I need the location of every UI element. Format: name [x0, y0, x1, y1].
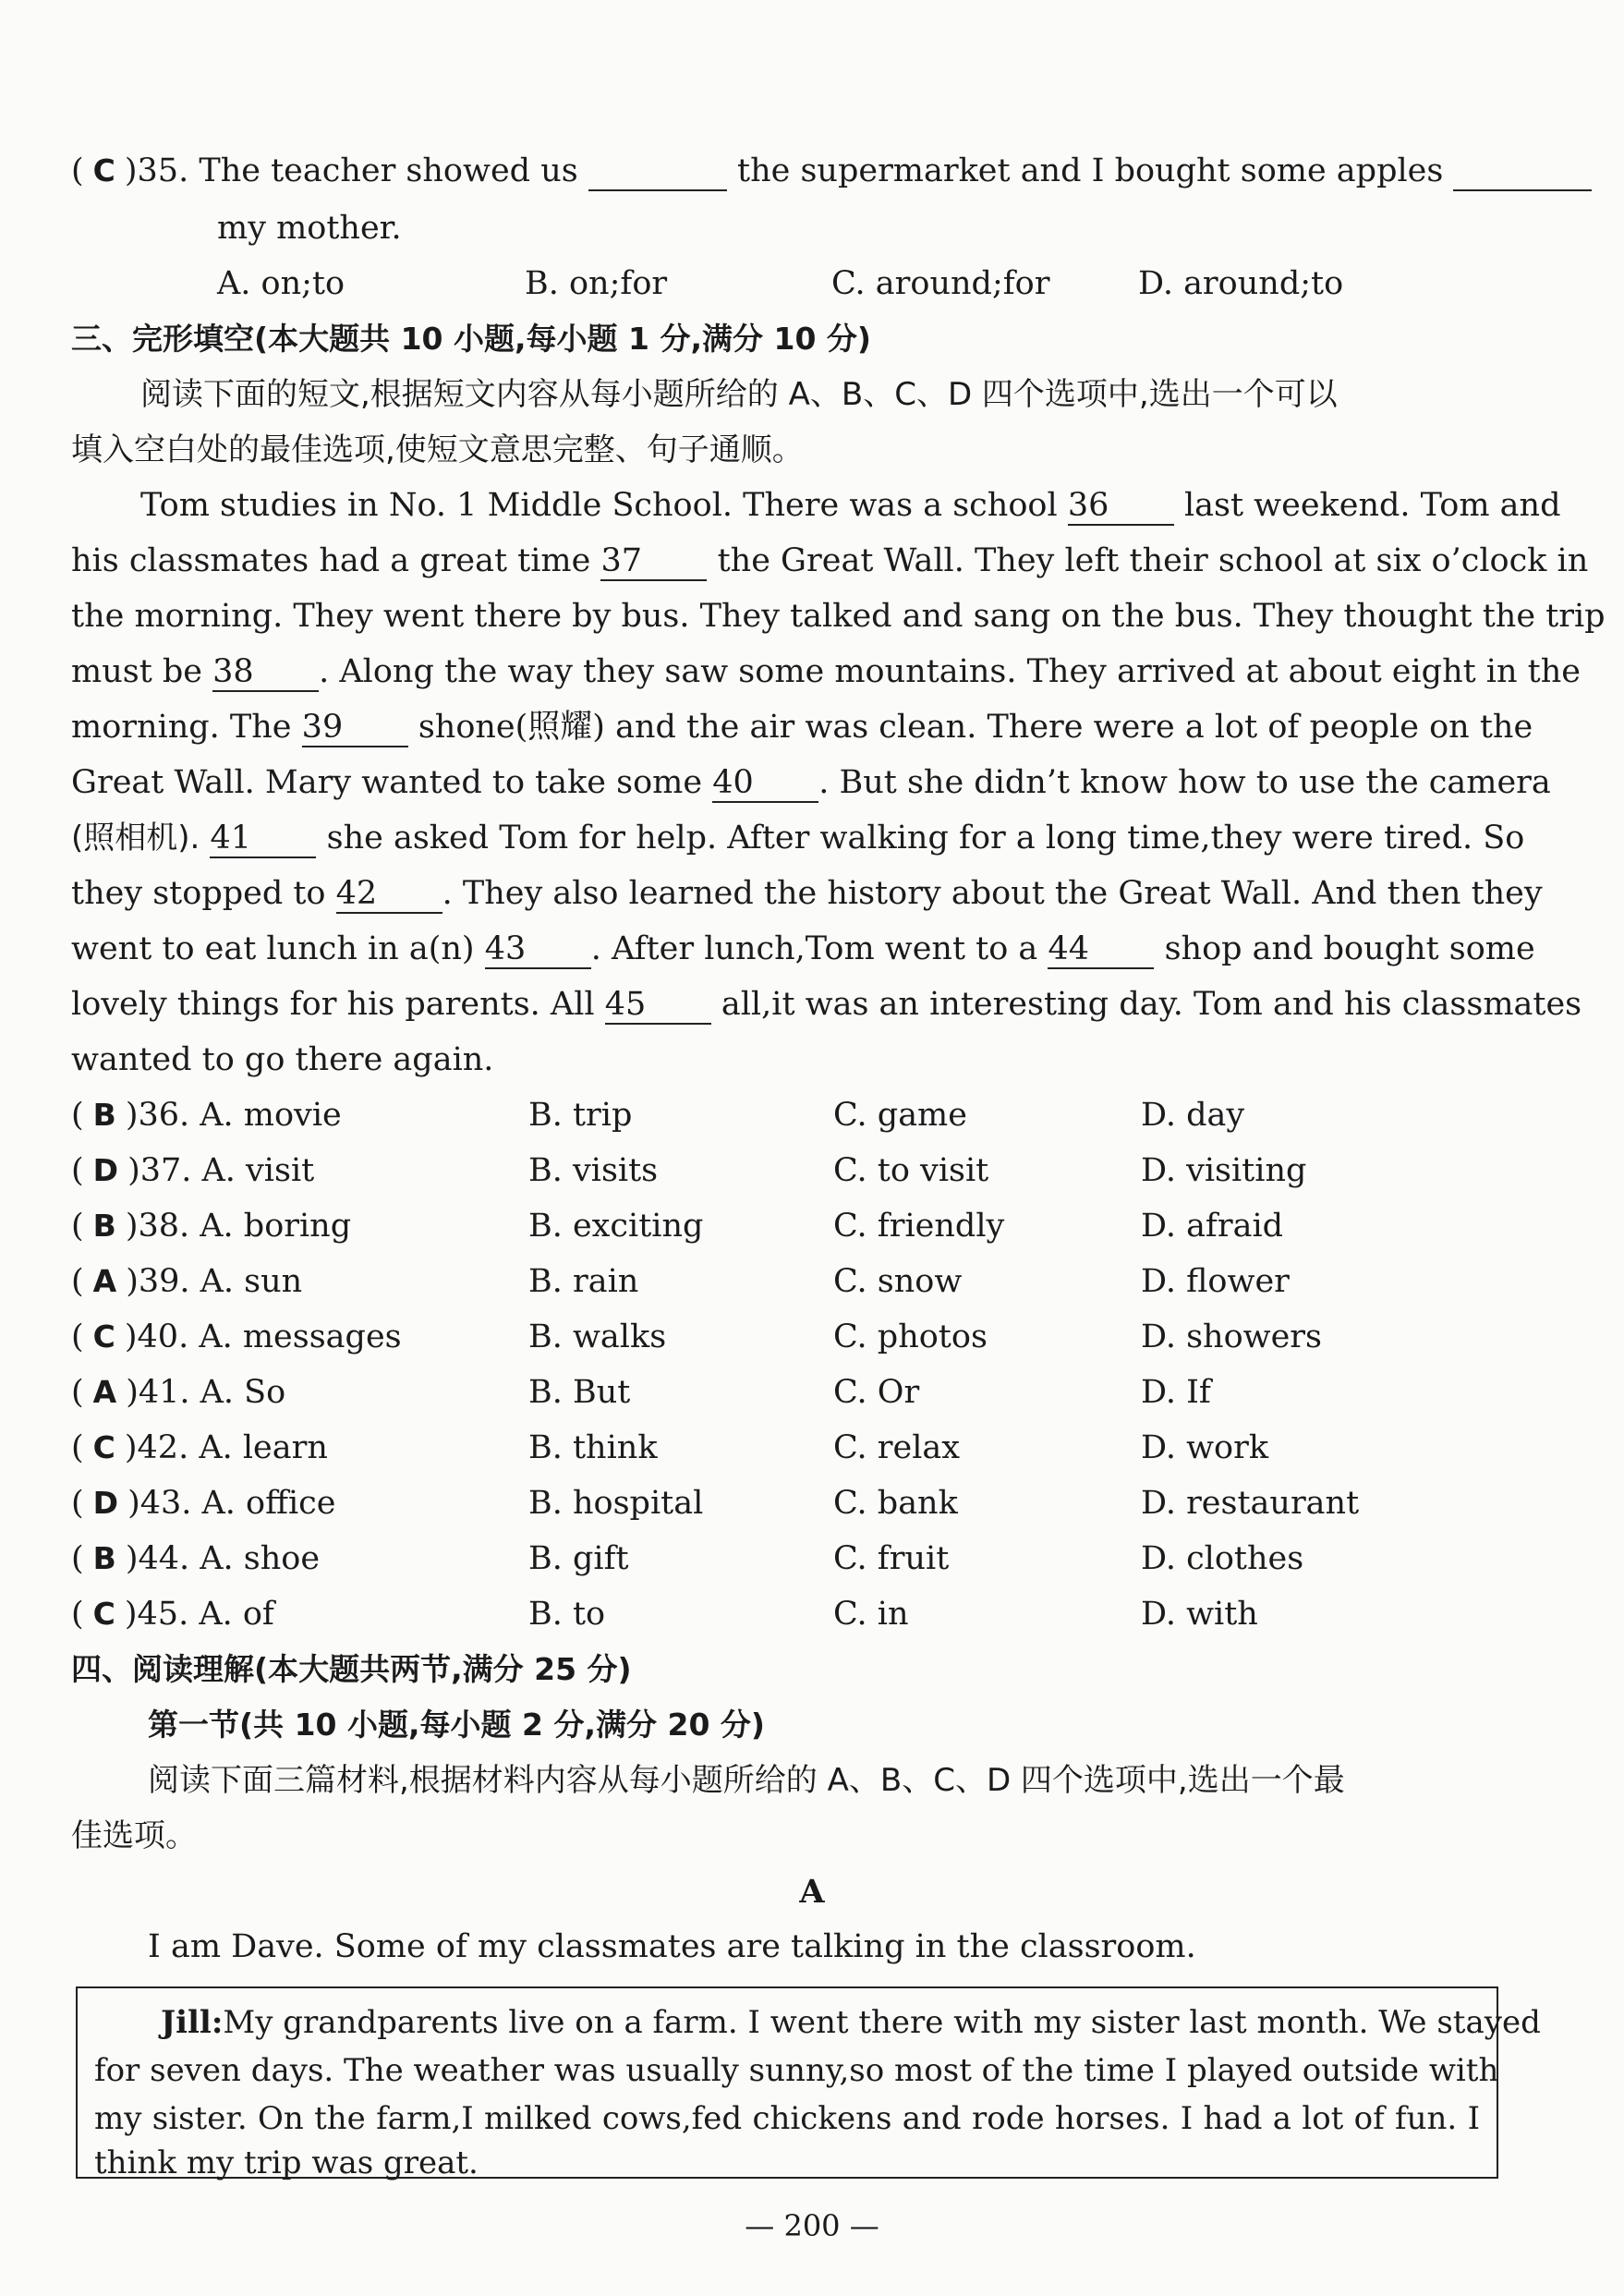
blank-39: 39: [302, 711, 408, 747]
q38-option-c: C. friendly: [833, 1208, 1005, 1245]
answer-39: A: [92, 1263, 117, 1299]
blank-38: 38: [212, 656, 319, 692]
passage-line-8: they stopped to 42 . They also learned the history about the Great Wall. And then they: [71, 875, 1543, 912]
q42-option-c: C. relax: [833, 1429, 961, 1466]
passage-intro: I am Dave. Some of my classmates are talking in the classroom.: [148, 1928, 1196, 1965]
question-35: ( C )35. The teacher showed us the supermarket and I bought some apples: [71, 155, 1503, 191]
answer-41: A: [92, 1374, 117, 1410]
question-row: ( D )37. A. visit: [71, 1152, 315, 1189]
answer-35: C: [92, 152, 115, 188]
passage-line-4: must be 38 . Along the way they saw some mountains. They arrived at about eight in the: [71, 653, 1581, 690]
q44-option-d: D. clothes: [1141, 1540, 1304, 1577]
q36-option-d: D. day: [1141, 1097, 1245, 1134]
section-3-heading: 三、完形填空(本大题共 10 小题,每小题 1 分,满分 10 分): [71, 321, 871, 357]
q44-option-c: C. fruit: [833, 1540, 950, 1577]
passage-line-6: Great Wall. Mary wanted to take some 40 . But she didn’t know how to use the camera: [71, 764, 1551, 801]
box-line-2: for seven days. The weather was usually sunny,so most of the time I played outside with: [94, 2052, 1499, 2089]
section-4-subheading: 第一节(共 10 小题,每小题 2 分,满分 20 分): [148, 1707, 765, 1743]
q35-option-c: C. around;for: [831, 265, 1050, 302]
section-4-heading: 四、阅读理解(本大题共两节,满分 25 分): [71, 1651, 632, 1687]
q40-option-d: D. showers: [1141, 1318, 1323, 1355]
q35-blank-1: [588, 155, 727, 191]
q37-option-b: B. visits: [528, 1152, 659, 1189]
q45-option-b: B. to: [528, 1596, 606, 1633]
speaker-name: Jill:: [161, 2004, 224, 2041]
passage-line-5: morning. The 39 shone(照耀) and the air was clean. There were a lot of people on the: [71, 709, 1533, 746]
passage-label: A: [799, 1873, 825, 1911]
q35-option-b: B. on;for: [525, 265, 668, 302]
q37-option-c: C. to visit: [833, 1152, 989, 1189]
section-4-instruction-2: 佳选项。: [71, 1817, 197, 1854]
question-row: ( C )40. A. messages: [71, 1318, 402, 1355]
q40-option-b: B. walks: [528, 1318, 667, 1355]
answer-36: B: [92, 1097, 116, 1133]
answer-40: C: [92, 1318, 115, 1355]
q37-option-d: D. visiting: [1141, 1152, 1307, 1189]
q44-option-b: B. gift: [528, 1540, 629, 1577]
box-line-3: my sister. On the farm,I milked cows,fed chickens and rode horses. I had a lot of fun. I: [94, 2100, 1480, 2137]
q39-option-d: D. flower: [1141, 1263, 1290, 1300]
q36-option-c: C. game: [833, 1097, 967, 1134]
passage-line-11: wanted to go there again.: [71, 1041, 494, 1078]
blank-36: 36: [1068, 490, 1174, 526]
q43-option-d: D. restaurant: [1141, 1485, 1360, 1522]
answer-38: B: [92, 1208, 116, 1244]
question-row: ( B )36. A. movie: [71, 1097, 342, 1134]
q41-option-b: B. But: [528, 1374, 631, 1411]
q43-option-b: B. hospital: [528, 1485, 704, 1522]
box-line-1: Jill:My grandparents live on a farm. I went there with my sister last month. We stayed: [94, 2007, 1480, 2038]
question-row: ( B )44. A. shoe: [71, 1540, 321, 1577]
question-row: ( A )39. A. sun: [71, 1263, 303, 1300]
blank-44: 44: [1048, 933, 1154, 969]
box-line-4: think my trip was great.: [94, 2144, 479, 2181]
answer-44: B: [92, 1540, 116, 1576]
q39-option-c: C. snow: [833, 1263, 963, 1300]
blank-37: 37: [600, 545, 707, 581]
answer-37: D: [92, 1152, 119, 1188]
q43-option-c: C. bank: [833, 1485, 958, 1522]
question-row: ( C )42. A. learn: [71, 1429, 328, 1466]
passage-line-7: (照相机). 41 she asked Tom for help. After walking for a long time,they were tired. So: [71, 820, 1525, 856]
question-row: ( B )38. A. boring: [71, 1208, 352, 1245]
passage-line-3: the morning. They went there by bus. They talked and sang on the bus. They thought the trip: [71, 598, 1606, 635]
blank-41: 41: [210, 822, 316, 858]
answer-45: C: [92, 1596, 115, 1632]
q45-option-c: C. in: [833, 1596, 909, 1633]
q42-option-d: D. work: [1141, 1429, 1269, 1466]
q38-option-d: D. afraid: [1141, 1208, 1284, 1245]
blank-45: 45: [605, 989, 711, 1025]
answer-43: D: [92, 1485, 119, 1521]
passage-line-2: his classmates had a great time 37 the Great Wall. They left their school at six o’clock in: [71, 542, 1589, 579]
page-number: — 200 —: [745, 2208, 879, 2243]
q35-stem-3: my mother.: [217, 210, 402, 247]
dialogue-box: [76, 1986, 1541, 2181]
answer-42: C: [92, 1429, 115, 1465]
question-row: ( A )41. A. So: [71, 1374, 286, 1411]
q35-option-d: D. around;to: [1138, 265, 1344, 302]
q35-stem-2: the supermarket and I bought some apples: [737, 152, 1444, 189]
q36-option-b: B. trip: [528, 1097, 633, 1134]
passage-line-9: went to eat lunch in a(n) 43 . After lunch,Tom went to a 44 shop and bought some: [71, 930, 1535, 967]
q38-option-b: B. exciting: [528, 1208, 704, 1245]
q45-option-d: D. with: [1141, 1596, 1258, 1633]
q41-option-c: C. Or: [833, 1374, 920, 1411]
q35-blank-2: [1453, 155, 1592, 191]
q40-option-c: C. photos: [833, 1318, 988, 1355]
section-4-instruction-1: 阅读下面三篇材料,根据材料内容从每小题所给的 A、B、C、D 四个选项中,选出一个最: [148, 1762, 1345, 1799]
blank-40: 40: [712, 767, 818, 803]
q35-option-a: A. on;to: [217, 265, 345, 302]
q41-option-d: D. If: [1141, 1374, 1211, 1411]
blank-43: 43: [485, 933, 591, 969]
q42-option-b: B. think: [528, 1429, 658, 1466]
q35-number: 35.: [137, 152, 189, 189]
q39-option-b: B. rain: [528, 1263, 639, 1300]
section-3-instruction-1: 阅读下面的短文,根据短文内容从每小题所给的 A、B、C、D 四个选项中,选出一个可以: [140, 376, 1338, 413]
section-3-instruction-2: 填入空白处的最佳选项,使短文意思完整、句子通顺。: [71, 431, 804, 468]
question-row: ( C )45. A. of: [71, 1596, 274, 1633]
passage-line-10: lovely things for his parents. All 45 all,it was an interesting day. Tom and his classmates: [71, 986, 1582, 1023]
passage-line-1: Tom studies in No. 1 Middle School. There was a school 36 last weekend. Tom and: [140, 487, 1561, 524]
question-row: ( D )43. A. office: [71, 1485, 336, 1522]
blank-42: 42: [336, 878, 442, 914]
q35-stem-1: The teacher showed us: [199, 152, 578, 189]
